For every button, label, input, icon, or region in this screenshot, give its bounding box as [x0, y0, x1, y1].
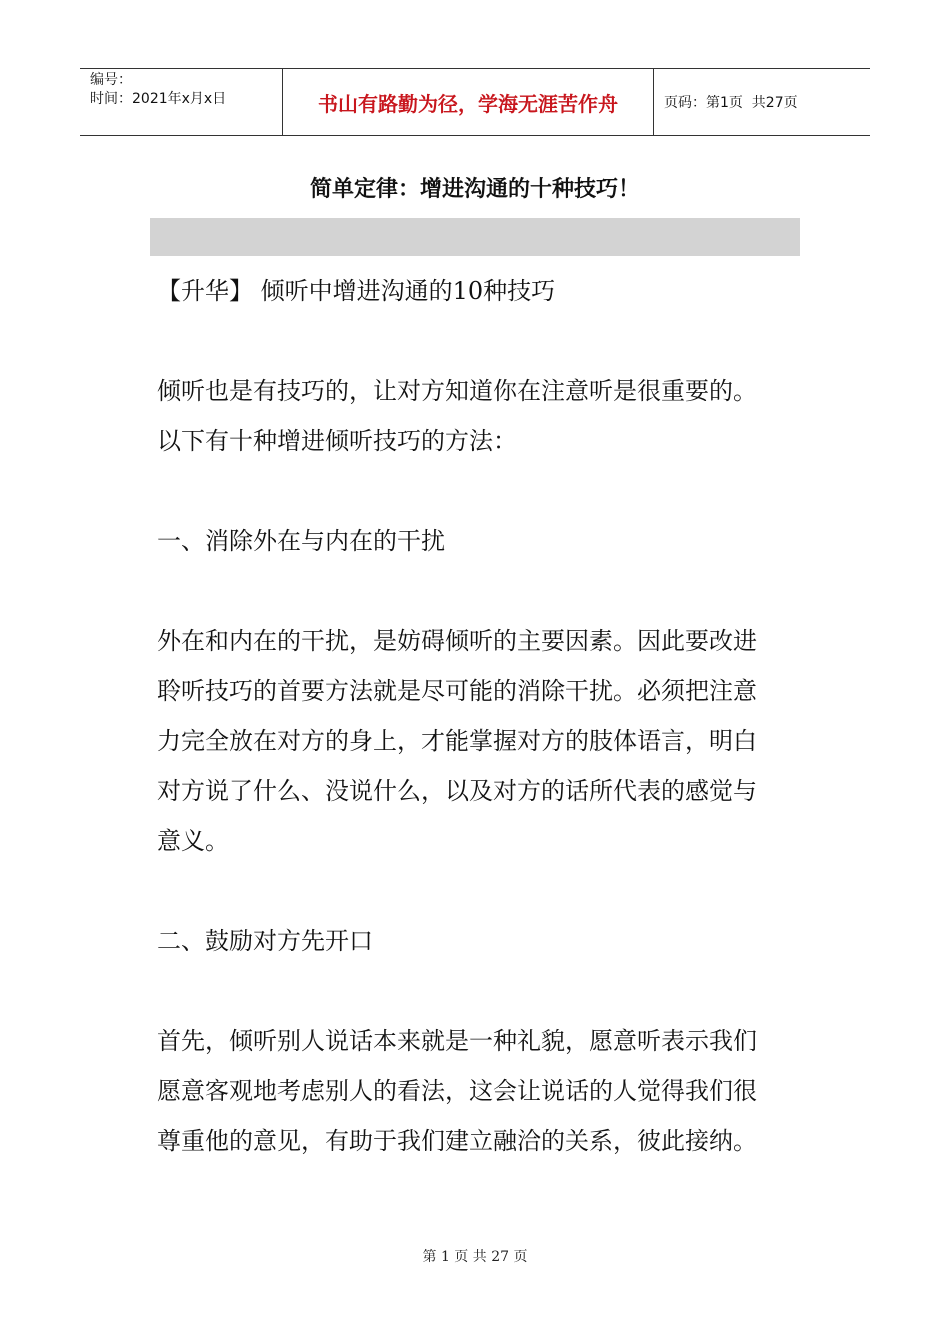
document-time-label: 时间：2021年x月x日 [90, 91, 227, 107]
header-meta [80, 69, 282, 135]
title-divider-bar [150, 218, 800, 256]
body-paragraph: 倾听也是有技巧的，让对方知道你在注意听是很重要的。以下有十种增进倾听技巧的方法： [157, 377, 757, 455]
subtitle-paragraph: 【升华】 倾听中增进沟通的10种技巧 [157, 277, 556, 305]
section-heading-2: 二、鼓励对方先开口 [157, 927, 373, 955]
header-page-info [654, 69, 870, 135]
page-info-text: 页码：第1页 共27页 [664, 95, 798, 111]
document-body [157, 266, 775, 1166]
section-heading-1: 一、消除外在与内在的干扰 [157, 527, 445, 555]
page-footer [0, 1246, 950, 1266]
document-number-label: 编号： [90, 72, 132, 88]
footer-page-number: 第 1 页 共 27 页 [422, 1249, 528, 1265]
body-paragraph: 外在和内在的干扰，是妨碍倾听的主要因素。因此要改进聆听技巧的首要方法就是尽可能的消除干扰。必须把注意力完全放在对方的身上，才能掌握对方的肢体语言，明白对方说了什么、没说什么，以及对方的话所代表的感觉与意义。 [157, 627, 757, 855]
header-motto [282, 69, 654, 135]
body-paragraph: 首先，倾听别人说话本来就是一种礼貌，愿意听表示我们愿意客观地考虑别人的看法，这会让说话的人觉得我们很尊重他的意见，有助于我们建立融洽的关系，彼此接纳。 [157, 1027, 757, 1155]
document-header [80, 68, 870, 136]
document-title: 简单定律：增进沟通的十种技巧！ [309, 177, 640, 202]
motto-text: 书山有路勤为径，学海无涯苦作舟 [318, 91, 618, 116]
